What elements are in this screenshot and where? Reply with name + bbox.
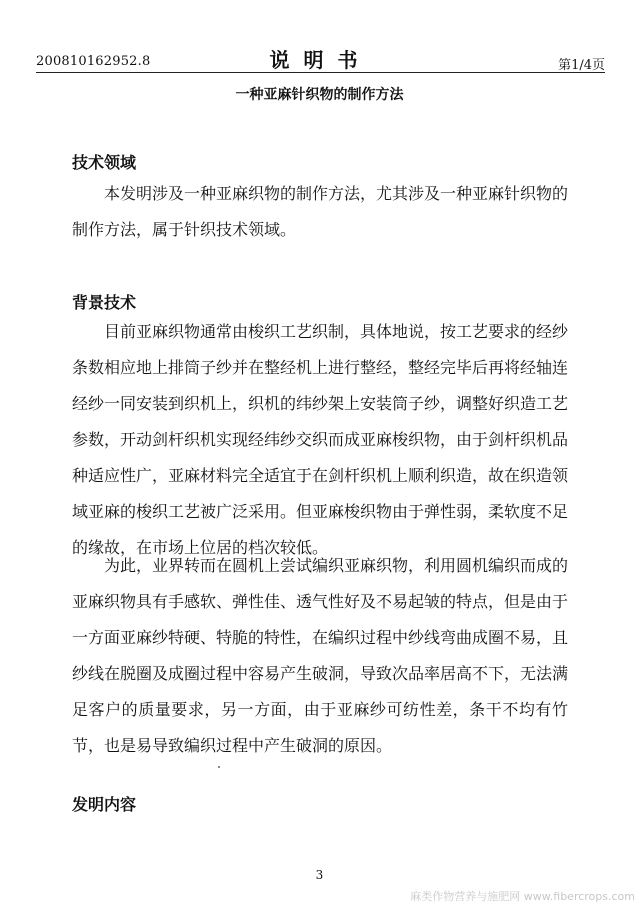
page-number: 3	[315, 868, 324, 882]
section-heading-technical-field: 技术领域	[72, 153, 137, 172]
document-type: 说明书	[269, 48, 372, 72]
paragraph-background-1: 目前亚麻织物通常由梭织工艺织制，具体地说，按工艺要求的经纱条数相应地上排筒子纱并在整经机上进行整经，整经完毕后再将经轴连经纱一同安装到织机上，织机的纬纱架上安装筒子纱，调整好织造工艺参数，开动剑杆织机实现经纬纱交织而成亚麻梭织物，由于剑杆织机品种适应性广，亚麻材料完全适宜于在剑杆织机上顺利织造，故在织造领域亚麻的梭织工艺被广泛采用。但亚麻梭织物由于弹性弱，柔软度不足的缘故，在市场上位居的档次较低。	[72, 322, 569, 557]
paragraph-technical-field: 本发明涉及一种亚麻织物的制作方法，尤其涉及一种亚麻针织物的制作方法，属于针织技术领域。	[72, 184, 569, 239]
header-divider	[36, 72, 605, 73]
paragraph-background-2: 为此，业界转而在圆机上尝试编织亚麻织物，利用圆机编织而成的亚麻织物具有手感软、弹性佳、透气性好及不易起皱的特点，但是由于一方面亚麻纱特硬、特脆的特性，在编织过程中纱线弯曲成圈不易，且纱线在脱圈及成圈过程中容易产生破洞，导致次品率居高不下，无法满足客户的质量要求，另一方面，由于亚麻纱可纺性差，条干不均有竹节，也是易导致编织过程中产生破洞的原因。	[72, 556, 569, 755]
section-heading-summary: 发明内容	[72, 795, 137, 814]
document-title: 一种亚麻针织物的制作方法	[235, 87, 404, 103]
page-indicator: 第1/4页	[558, 58, 605, 73]
application-number: 200810162952.8	[36, 54, 151, 69]
section-heading-background: 背景技术	[72, 293, 137, 312]
page-header	[36, 44, 605, 74]
site-watermark: 麻类作物营养与施肥网 www.fibercrops.com	[410, 890, 635, 903]
scan-speck	[218, 766, 220, 768]
